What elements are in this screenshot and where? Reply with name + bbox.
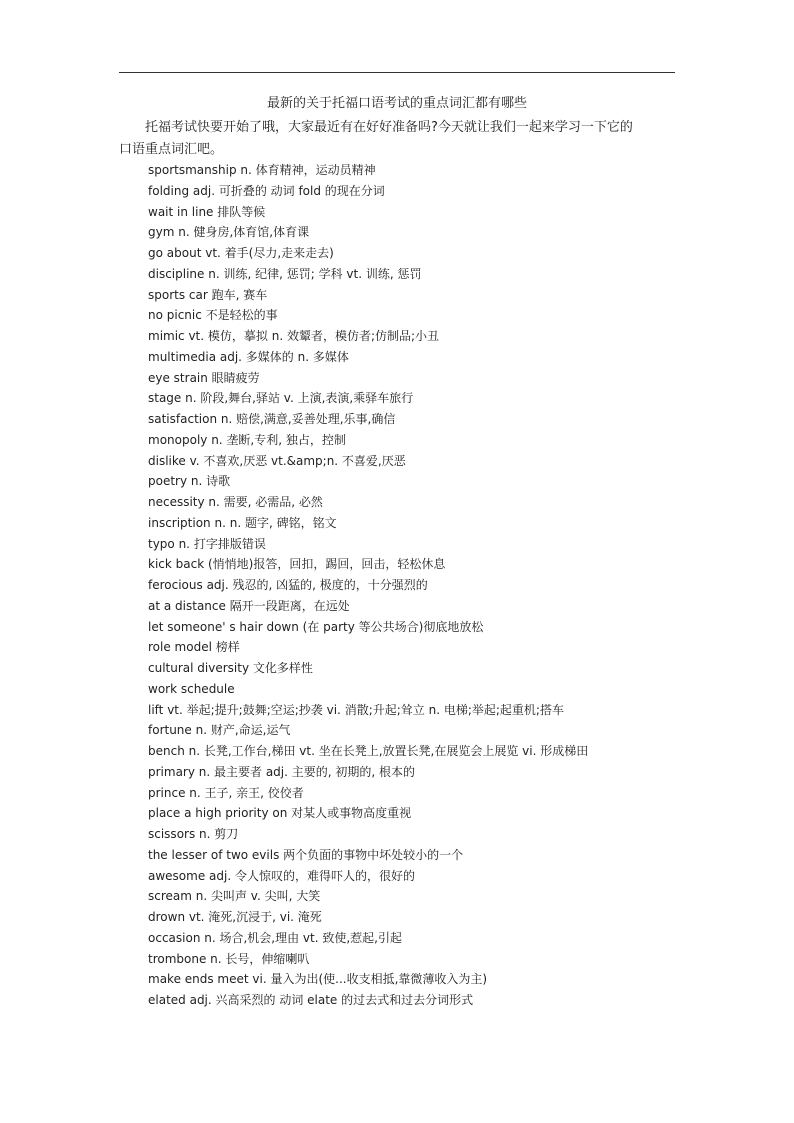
vocab-entry: kick back (悄悄地)报答，回扣，踢回，回击，轻松休息: [148, 557, 446, 572]
vocab-entry: multimedia adj. 多媒体的 n. 多媒体: [148, 349, 349, 364]
vocab-entry: elated adj. 兴高采烈的 动词 elate 的过去式和过去分词形式: [148, 993, 474, 1007]
vocab-entry: place a high priority on 对某人或事物高度重视: [148, 806, 412, 821]
vocab-entry: poetry n. 诗歌: [148, 474, 231, 489]
vocab-entry: no picnic 不是轻松的事: [148, 308, 278, 323]
vocab-entry: make ends meet vi. 量入为出(使...收支相抵,靠微薄收入为主): [148, 972, 488, 987]
vocab-entry: cultural diversity 文化多样性: [148, 661, 313, 675]
vocab-entry: let someone' s hair down (在 party 等公共场合)彻底地放松: [148, 619, 484, 634]
vocab-entry: occasion n. 场合,机会,理由 vt. 致使,惹起,引起: [148, 930, 402, 945]
intro-line: 托福考试快要开始了哦，大家最近有在好好准备吗?今天就让我们一起来学习一下它的: [145, 120, 633, 135]
vocab-entry: satisfaction n. 赔偿,满意,妥善处理,乐事,确信: [148, 412, 396, 426]
vocab-entry: gym n. 健身房,体育馆,体育课: [148, 225, 310, 240]
document-title: 最新的关于托福口语考试的重点词汇都有哪些: [266, 96, 527, 111]
vocab-entry: go about vt. 着手(尽力,走来走去): [148, 246, 334, 260]
vocab-entry: eye strain 眼睛疲劳: [148, 370, 260, 385]
vocab-entry: lift vt. 举起;提升;鼓舞;空运;抄袭 vi. 消散;升起;耸立 n. 电梯;举起;起重机;搭车: [148, 702, 564, 717]
vocab-entry: sportsmanship n. 体育精神，运动员精神: [148, 163, 376, 177]
vocab-entry: at a distance 隔开一段距离，在远处: [148, 598, 350, 613]
vocab-entry: trombone n. 长号，伸缩喇叭: [148, 951, 310, 966]
vocab-entry: role model 榜样: [148, 640, 240, 655]
vocab-entry: inscription n. n. 题字, 碑铭，铭文: [148, 515, 337, 530]
vocab-entry: sports car 跑车, 赛车: [148, 287, 268, 302]
vocab-entry: fortune n. 财产,命运,运气: [148, 723, 291, 738]
vocab-entry: scream n. 尖叫声 v. 尖叫, 大笑: [148, 889, 321, 904]
vocab-entry: dislike v. 不喜欢,厌恶 vt.&amp;n. 不喜爱,厌恶: [148, 453, 406, 468]
vocab-entry: ferocious adj. 残忍的, 凶猛的, 极度的，十分强烈的: [148, 578, 428, 592]
intro-line: 口语重点词汇吧。: [119, 142, 224, 157]
vocab-entry: work schedule: [148, 681, 235, 696]
vocab-entry: discipline n. 训练, 纪律, 惩罚; 学科 vt. 训练, 惩罚: [148, 266, 422, 281]
vocabulary-list: [148, 160, 688, 1011]
vocab-entry: wait in line 排队等候: [148, 204, 266, 219]
vocab-entry: primary n. 最主要者 adj. 主要的, 初期的, 根本的: [148, 764, 416, 779]
vocab-entry: prince n. 王子, 亲王, 佼佼者: [148, 785, 304, 800]
vocab-entry: awesome adj. 令人惊叹的，难得吓人的，很好的: [148, 868, 415, 883]
vocab-entry: scissors n. 剪刀: [148, 827, 239, 841]
header-rule: [119, 72, 675, 73]
vocab-entry: the lesser of two evils 两个负面的事物中坏处较小的一个: [148, 847, 464, 862]
vocab-entry: stage n. 阶段,舞台,驿站 v. 上演,表演,乘驿车旅行: [148, 391, 414, 406]
vocab-entry: drown vt. 淹死,沉浸于, vi. 淹死: [148, 910, 322, 924]
vocab-entry: monopoly n. 垄断,专利, 独占，控制: [148, 432, 346, 447]
vocab-entry: typo n. 打字排版错误: [148, 536, 266, 551]
vocab-entry: bench n. 长凳,工作台,梯田 vt. 坐在长凳上,放置长凳,在展览会上展览 vi. 形成梯田: [148, 744, 589, 758]
vocab-entry: necessity n. 需要, 必需品, 必然: [148, 495, 323, 509]
vocab-entry: mimic vt. 模仿，摹拟 n. 效颦者，模仿者;仿制品;小丑: [148, 329, 440, 343]
vocab-entry: folding adj. 可折叠的 动词 fold 的现在分词: [148, 183, 385, 198]
intro-paragraph: [119, 117, 679, 161]
